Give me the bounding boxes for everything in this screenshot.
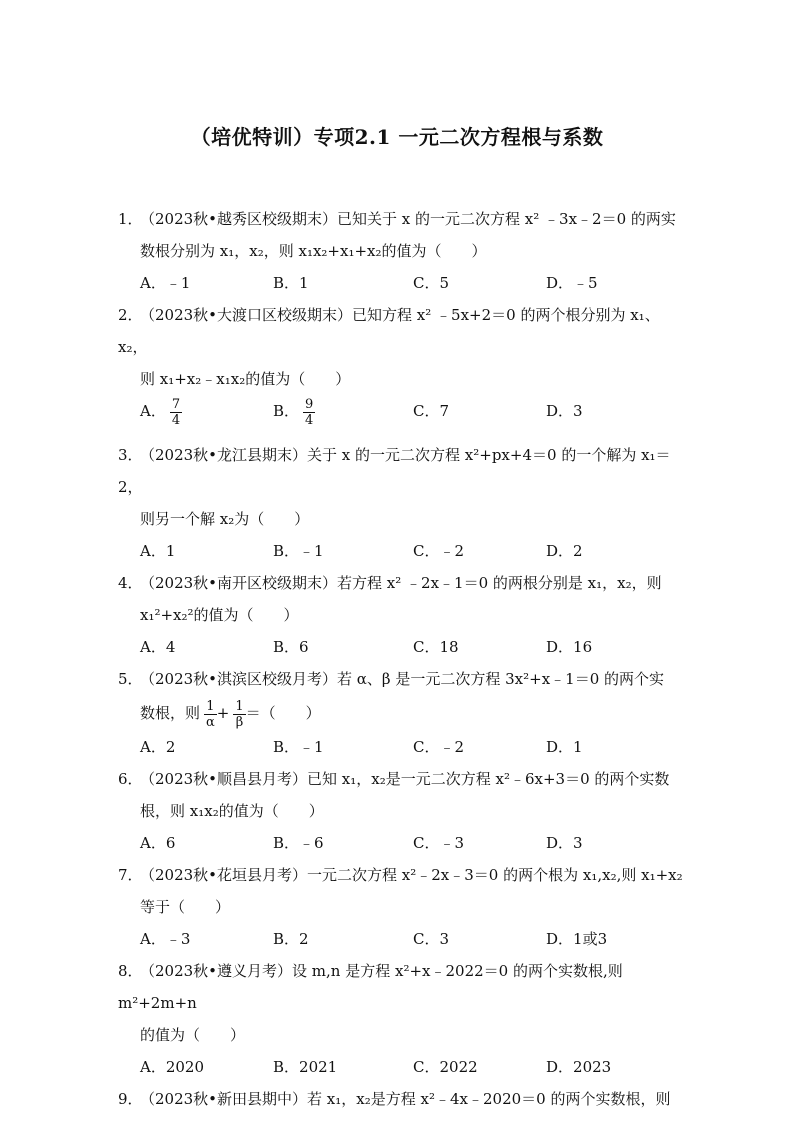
plus-sign: + [216, 704, 230, 722]
question-stem: （2023秋•淇滨区校级月考）若 α、β 是一元二次方程 3x²+x﹣1＝0 的两个实 [140, 670, 665, 688]
question-stem-cont: 的值为（ ） [140, 1026, 246, 1044]
option-a[interactable]: A．4 [140, 638, 176, 656]
question-stem: （2023秋•新田县期中）若 x₁，x₂是方程 x²﹣4x﹣2020＝0 的两个实数根，则 [140, 1090, 671, 1108]
fraction [170, 397, 182, 428]
question-number: 1． [118, 210, 143, 228]
option-a[interactable]: A．﹣3 [140, 930, 191, 948]
question-stem-cont: 则另一个解 x₂为（ ） [140, 510, 310, 528]
option-d[interactable]: D．2 [546, 542, 583, 560]
option-b[interactable]: B．2021 [273, 1058, 338, 1076]
options-7 [118, 923, 688, 955]
numerator: 7 [171, 396, 181, 412]
question-stem-cont: 等于（ ） [140, 898, 231, 916]
question-number: 4． [118, 574, 143, 592]
question-8 [118, 955, 688, 1051]
denominator: 4 [305, 412, 314, 428]
option-a[interactable] [140, 395, 182, 428]
option-d[interactable]: D．2023 [546, 1058, 612, 1076]
question-stem: （2023秋•南开区校级期末）若方程 x² ﹣2x﹣1＝0 的两根分别是 x₁，x₂，则 [140, 574, 662, 592]
question-stem: （2023秋•遵义月考）设 m,n 是方程 x²+x﹣2022＝0 的两个实数根,则 m²+2m+n [118, 962, 623, 1012]
option-b[interactable]: B．﹣1 [273, 542, 324, 560]
question-stem-cont: 根，则 x₁x₂的值为（ ） [140, 802, 324, 820]
options-3 [118, 535, 688, 567]
question-5 [118, 663, 688, 731]
option-a-label: A． [140, 402, 166, 420]
denominator: 4 [171, 412, 181, 428]
question-7 [118, 859, 688, 923]
option-c[interactable]: C．﹣2 [413, 738, 465, 756]
option-b-label: B． [273, 402, 300, 420]
option-b[interactable]: B．2 [273, 930, 309, 948]
option-d[interactable]: D．16 [546, 638, 593, 656]
question-number: 3． [118, 446, 143, 464]
option-c[interactable]: C．2022 [413, 1058, 478, 1076]
option-d[interactable]: D．3 [546, 402, 583, 420]
option-c[interactable]: C．18 [413, 638, 459, 656]
stem-text: 数根，则 [140, 704, 201, 722]
option-c[interactable]: C．7 [413, 402, 450, 420]
option-b[interactable]: B．﹣6 [273, 834, 324, 852]
option-d[interactable]: D．3 [546, 834, 583, 852]
question-stem: （2023秋•越秀区校级期末）已知关于 x 的一元二次方程 x² ﹣3x﹣2＝0 的两实 [140, 210, 676, 228]
question-stem-cont: x₁²+x₂²的值为（ ） [140, 606, 299, 624]
question-number: 8． [118, 962, 143, 980]
question-stem: （2023秋•花垣县月考）一元二次方程 x²﹣2x﹣3＝0 的两个根为 x₁,x₂,则 x₁+x₂ [140, 866, 683, 884]
option-d[interactable]: D．﹣5 [546, 274, 598, 292]
question-9 [118, 1083, 688, 1115]
option-a[interactable]: A．2 [140, 738, 176, 756]
page-title: （培优特训）专项2.1 一元二次方程根与系数 [190, 125, 604, 149]
question-stem-cont: 数根分别为 x₁，x₂，则 x₁x₂+x₁+x₂的值为（ ） [140, 242, 487, 260]
option-c[interactable]: C．3 [413, 930, 450, 948]
options-8 [118, 1051, 688, 1083]
question-number: 2． [118, 306, 143, 324]
question-1 [118, 203, 688, 267]
option-b[interactable]: B．﹣1 [273, 738, 324, 756]
denominator: β [235, 714, 244, 730]
question-4 [118, 567, 688, 631]
option-b[interactable] [273, 395, 315, 428]
fraction [303, 397, 315, 428]
option-c[interactable]: C．﹣3 [413, 834, 465, 852]
options-4 [118, 631, 688, 663]
fraction-alpha [204, 699, 217, 730]
option-a[interactable]: A．6 [140, 834, 176, 852]
question-number: 7． [118, 866, 143, 884]
question-stem: （2023秋•龙江县期末）关于 x 的一元二次方程 x²+px+4＝0 的一个解为 x₁＝2， [118, 446, 671, 496]
question-stem: （2023秋•大渡口区校级期末）已知方程 x² ﹣5x+2＝0 的两个根分别为 x₁、x₂， [118, 306, 660, 356]
options-1 [118, 267, 688, 299]
option-a[interactable]: A．2020 [140, 1058, 205, 1076]
option-d[interactable]: D．1或3 [546, 930, 608, 948]
option-c[interactable]: C．5 [413, 274, 450, 292]
question-stem-cont [118, 695, 688, 731]
question-stem: （2023秋•顺昌县月考）已知 x₁，x₂是一元二次方程 x²﹣6x+3＝0 的两个实数 [140, 770, 670, 788]
question-number: 5． [118, 670, 143, 688]
denominator: α [206, 714, 215, 730]
question-list [118, 203, 688, 1115]
numerator: 1 [235, 698, 244, 714]
numerator: 9 [305, 396, 314, 412]
question-6 [118, 763, 688, 827]
option-a[interactable]: A．﹣1 [140, 274, 191, 292]
options-5 [118, 731, 688, 763]
numerator: 1 [206, 698, 215, 714]
options-2 [118, 395, 688, 439]
options-6 [118, 827, 688, 859]
stem-text: ＝（ ） [245, 704, 321, 722]
option-c[interactable]: C．﹣2 [413, 542, 465, 560]
option-b[interactable]: B．6 [273, 638, 309, 656]
question-stem-cont: 则 x₁+x₂﹣x₁x₂的值为（ ） [140, 370, 351, 388]
question-number: 6． [118, 770, 143, 788]
option-b[interactable]: B．1 [273, 274, 309, 292]
question-number: 9． [118, 1090, 143, 1108]
fraction-beta [233, 699, 245, 730]
option-d[interactable]: D．1 [546, 738, 583, 756]
option-a[interactable]: A．1 [140, 542, 176, 560]
question-3 [118, 439, 688, 535]
question-2 [118, 299, 688, 395]
